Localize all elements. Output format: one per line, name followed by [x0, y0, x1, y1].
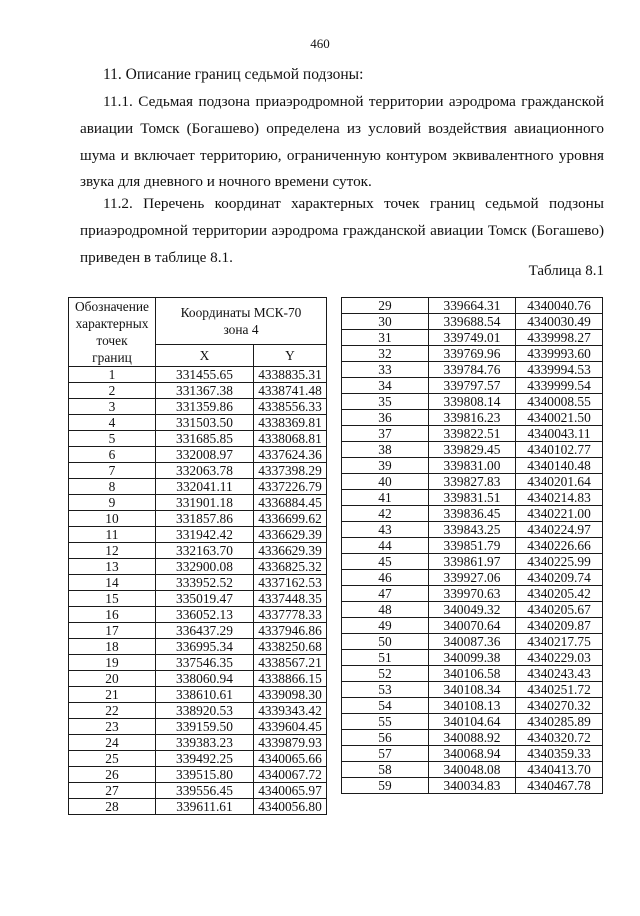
x-coordinate-cell: 331857.86 — [156, 511, 254, 527]
table-row — [69, 575, 327, 591]
y-coordinate-cell: 4339604.45 — [254, 719, 327, 735]
y-coordinate-cell: 4339343.42 — [254, 703, 327, 719]
y-coordinate-cell: 4336629.39 — [254, 543, 327, 559]
table-row — [342, 778, 603, 794]
point-number-cell: 52 — [342, 666, 429, 682]
y-coordinate-cell: 4340217.75 — [516, 634, 603, 650]
x-coordinate-cell: 332063.78 — [156, 463, 254, 479]
point-number-cell: 47 — [342, 586, 429, 602]
y-coordinate-cell: 4336884.45 — [254, 495, 327, 511]
table-row — [69, 591, 327, 607]
y-coordinate-cell: 4340043.11 — [516, 426, 603, 442]
x-coordinate-cell: 336437.29 — [156, 623, 254, 639]
point-number-cell: 19 — [69, 655, 156, 671]
table-row — [69, 671, 327, 687]
table-row — [69, 383, 327, 399]
y-coordinate-cell: 4339999.54 — [516, 378, 603, 394]
table-row — [342, 330, 603, 346]
point-number-cell: 54 — [342, 698, 429, 714]
y-coordinate-cell: 4338866.15 — [254, 671, 327, 687]
table-row — [342, 378, 603, 394]
x-coordinate-cell: 339829.45 — [429, 442, 516, 458]
x-coordinate-cell: 339383.23 — [156, 735, 254, 751]
point-number-cell: 13 — [69, 559, 156, 575]
y-coordinate-cell: 4340214.83 — [516, 490, 603, 506]
table-row — [342, 362, 603, 378]
y-coordinate-cell: 4338250.68 — [254, 639, 327, 655]
y-coordinate-cell: 4340030.49 — [516, 314, 603, 330]
table-row — [342, 666, 603, 682]
point-number-cell: 4 — [69, 415, 156, 431]
table-row — [69, 719, 327, 735]
table-row — [69, 527, 327, 543]
point-number-cell: 48 — [342, 602, 429, 618]
y-coordinate-cell: 4340209.74 — [516, 570, 603, 586]
y-coordinate-cell: 4340021.50 — [516, 410, 603, 426]
x-coordinate-cell: 340104.64 — [429, 714, 516, 730]
x-coordinate-cell: 331455.65 — [156, 367, 254, 383]
x-coordinate-cell: 337546.35 — [156, 655, 254, 671]
point-number-cell: 51 — [342, 650, 429, 666]
table-row — [342, 650, 603, 666]
point-number-cell: 9 — [69, 495, 156, 511]
point-number-cell: 58 — [342, 762, 429, 778]
point-number-cell: 42 — [342, 506, 429, 522]
y-coordinate-cell: 4340270.32 — [516, 698, 603, 714]
point-number-cell: 1 — [69, 367, 156, 383]
y-coordinate-cell: 4340224.97 — [516, 522, 603, 538]
table-row — [342, 586, 603, 602]
y-coordinate-cell: 4340359.33 — [516, 746, 603, 762]
point-number-cell: 8 — [69, 479, 156, 495]
table-row — [69, 543, 327, 559]
y-coordinate-cell: 4338369.81 — [254, 415, 327, 431]
x-coordinate-cell: 340049.32 — [429, 602, 516, 618]
point-number-cell: 46 — [342, 570, 429, 586]
point-number-cell: 24 — [69, 735, 156, 751]
x-coordinate-cell: 339749.01 — [429, 330, 516, 346]
table-row — [69, 767, 327, 783]
table-row — [342, 522, 603, 538]
y-coordinate-cell: 4340065.97 — [254, 783, 327, 799]
y-coordinate-cell: 4337398.29 — [254, 463, 327, 479]
x-coordinate-cell: 338920.53 — [156, 703, 254, 719]
y-coordinate-cell: 4340221.00 — [516, 506, 603, 522]
y-coordinate-cell: 4338835.31 — [254, 367, 327, 383]
y-coordinate-cell: 4336699.62 — [254, 511, 327, 527]
page-number: 460 — [310, 36, 330, 51]
x-coordinate-cell: 340099.38 — [429, 650, 516, 666]
y-coordinate-cell: 4337946.86 — [254, 623, 327, 639]
table-row — [69, 495, 327, 511]
table-row — [342, 458, 603, 474]
x-coordinate-cell: 339831.00 — [429, 458, 516, 474]
x-coordinate-cell: 339769.96 — [429, 346, 516, 362]
table-row — [342, 698, 603, 714]
x-coordinate-cell: 331359.86 — [156, 399, 254, 415]
header-designation-line: Обозначение — [75, 299, 149, 314]
x-coordinate-cell: 331503.50 — [156, 415, 254, 431]
table-row — [342, 538, 603, 554]
point-number-cell: 53 — [342, 682, 429, 698]
table-row — [69, 511, 327, 527]
x-coordinate-cell: 332900.08 — [156, 559, 254, 575]
table-row — [342, 442, 603, 458]
x-coordinate-cell: 338610.61 — [156, 687, 254, 703]
x-coordinate-cell: 340070.64 — [429, 618, 516, 634]
table-row — [342, 298, 603, 314]
y-coordinate-cell: 4340225.99 — [516, 554, 603, 570]
point-number-cell: 29 — [342, 298, 429, 314]
y-coordinate-cell: 4337778.33 — [254, 607, 327, 623]
y-coordinate-cell: 4339998.27 — [516, 330, 603, 346]
x-coordinate-cell: 339831.51 — [429, 490, 516, 506]
y-coordinate-cell: 4339993.60 — [516, 346, 603, 362]
point-number-cell: 10 — [69, 511, 156, 527]
header-y: Y — [254, 345, 327, 367]
point-number-cell: 33 — [342, 362, 429, 378]
y-coordinate-cell: 4340229.03 — [516, 650, 603, 666]
x-coordinate-cell: 331685.85 — [156, 431, 254, 447]
y-coordinate-cell: 4340008.55 — [516, 394, 603, 410]
table-row — [342, 618, 603, 634]
y-coordinate-cell: 4339879.93 — [254, 735, 327, 751]
point-number-cell: 14 — [69, 575, 156, 591]
point-number-cell: 32 — [342, 346, 429, 362]
x-coordinate-cell: 340106.58 — [429, 666, 516, 682]
table-row — [342, 714, 603, 730]
x-coordinate-cell: 339784.76 — [429, 362, 516, 378]
point-number-cell: 41 — [342, 490, 429, 506]
y-coordinate-cell: 4337624.36 — [254, 447, 327, 463]
table-row — [69, 431, 327, 447]
y-coordinate-cell: 4340201.64 — [516, 474, 603, 490]
table-row — [69, 463, 327, 479]
x-coordinate-cell: 339843.25 — [429, 522, 516, 538]
header-coordinates-line: зона 4 — [223, 322, 259, 338]
table-row — [342, 410, 603, 426]
y-coordinate-cell: 4339098.30 — [254, 687, 327, 703]
x-coordinate-cell: 331367.38 — [156, 383, 254, 399]
x-coordinate-cell: 339515.80 — [156, 767, 254, 783]
x-coordinate-cell: 340034.83 — [429, 778, 516, 794]
y-coordinate-cell: 4340140.48 — [516, 458, 603, 474]
y-coordinate-cell: 4340065.66 — [254, 751, 327, 767]
y-coordinate-cell: 4337162.53 — [254, 575, 327, 591]
point-number-cell: 22 — [69, 703, 156, 719]
point-number-cell: 40 — [342, 474, 429, 490]
point-number-cell: 3 — [69, 399, 156, 415]
y-coordinate-cell: 4340205.42 — [516, 586, 603, 602]
x-coordinate-cell: 339927.06 — [429, 570, 516, 586]
x-coordinate-cell: 339688.54 — [429, 314, 516, 330]
y-coordinate-cell: 4337226.79 — [254, 479, 327, 495]
x-coordinate-cell: 336995.34 — [156, 639, 254, 655]
point-number-cell: 43 — [342, 522, 429, 538]
table-row — [69, 783, 327, 799]
x-coordinate-cell: 339159.50 — [156, 719, 254, 735]
table-row — [69, 623, 327, 639]
table-row — [69, 559, 327, 575]
point-number-cell: 12 — [69, 543, 156, 559]
table-row — [342, 682, 603, 698]
table-row — [342, 634, 603, 650]
x-coordinate-cell: 339836.45 — [429, 506, 516, 522]
point-number-cell: 6 — [69, 447, 156, 463]
table-row — [342, 346, 603, 362]
header-designation-line: границ — [92, 350, 132, 365]
point-number-cell: 45 — [342, 554, 429, 570]
x-coordinate-cell: 340048.08 — [429, 762, 516, 778]
table-row — [342, 314, 603, 330]
y-coordinate-cell: 4340226.66 — [516, 538, 603, 554]
point-number-cell: 44 — [342, 538, 429, 554]
x-coordinate-cell: 336052.13 — [156, 607, 254, 623]
point-number-cell: 37 — [342, 426, 429, 442]
x-coordinate-cell: 332163.70 — [156, 543, 254, 559]
x-coordinate-cell: 339822.51 — [429, 426, 516, 442]
point-number-cell: 15 — [69, 591, 156, 607]
table-row — [69, 607, 327, 623]
table-row — [342, 490, 603, 506]
point-number-cell: 35 — [342, 394, 429, 410]
table-row — [69, 479, 327, 495]
point-number-cell: 23 — [69, 719, 156, 735]
table-row — [69, 399, 327, 415]
point-number-cell: 30 — [342, 314, 429, 330]
x-coordinate-cell: 331901.18 — [156, 495, 254, 511]
x-coordinate-cell: 340108.13 — [429, 698, 516, 714]
header-designation-line: характерных — [75, 316, 149, 331]
point-number-cell: 5 — [69, 431, 156, 447]
section-heading: 11. Описание границ седьмой подзоны: — [103, 66, 364, 83]
point-number-cell: 59 — [342, 778, 429, 794]
x-coordinate-cell: 339797.57 — [429, 378, 516, 394]
y-coordinate-cell: 4340102.77 — [516, 442, 603, 458]
table-row — [69, 799, 327, 815]
table-row — [342, 554, 603, 570]
point-number-cell: 31 — [342, 330, 429, 346]
table-row — [69, 751, 327, 767]
header-designation — [69, 298, 156, 367]
y-coordinate-cell: 4340040.76 — [516, 298, 603, 314]
x-coordinate-cell: 339492.25 — [156, 751, 254, 767]
y-coordinate-cell: 4340067.72 — [254, 767, 327, 783]
x-coordinate-cell: 338060.94 — [156, 671, 254, 687]
table-row — [342, 426, 603, 442]
point-number-cell: 25 — [69, 751, 156, 767]
table-row — [342, 730, 603, 746]
y-coordinate-cell: 4336629.39 — [254, 527, 327, 543]
point-number-cell: 18 — [69, 639, 156, 655]
x-coordinate-cell: 340087.36 — [429, 634, 516, 650]
point-number-cell: 55 — [342, 714, 429, 730]
y-coordinate-cell: 4340056.80 — [254, 799, 327, 815]
point-number-cell: 7 — [69, 463, 156, 479]
x-coordinate-cell: 335019.47 — [156, 591, 254, 607]
point-number-cell: 2 — [69, 383, 156, 399]
header-designation-line: точек — [96, 333, 128, 348]
point-number-cell: 50 — [342, 634, 429, 650]
point-number-cell: 11 — [69, 527, 156, 543]
table-row — [69, 415, 327, 431]
table-row — [342, 602, 603, 618]
point-number-cell: 20 — [69, 671, 156, 687]
y-coordinate-cell: 4340251.72 — [516, 682, 603, 698]
table-row — [69, 735, 327, 751]
x-coordinate-cell: 339556.45 — [156, 783, 254, 799]
x-coordinate-cell: 332041.11 — [156, 479, 254, 495]
y-coordinate-cell: 4338567.21 — [254, 655, 327, 671]
x-coordinate-cell: 340108.34 — [429, 682, 516, 698]
point-number-cell: 34 — [342, 378, 429, 394]
table-row — [69, 639, 327, 655]
table-row — [342, 506, 603, 522]
table-row — [69, 687, 327, 703]
x-coordinate-cell: 340068.94 — [429, 746, 516, 762]
coordinates-table-left — [68, 297, 327, 815]
header-coordinates — [156, 298, 327, 345]
point-number-cell: 21 — [69, 687, 156, 703]
y-coordinate-cell: 4338556.33 — [254, 399, 327, 415]
header-coordinates-line: Координаты МСК-70 — [180, 305, 302, 321]
point-number-cell: 16 — [69, 607, 156, 623]
point-number-cell: 28 — [69, 799, 156, 815]
point-number-cell: 49 — [342, 618, 429, 634]
y-coordinate-cell: 4340320.72 — [516, 730, 603, 746]
coordinates-table-right — [341, 297, 603, 794]
point-number-cell: 39 — [342, 458, 429, 474]
x-coordinate-cell: 339664.31 — [429, 298, 516, 314]
table-row — [342, 746, 603, 762]
x-coordinate-cell: 339816.23 — [429, 410, 516, 426]
x-coordinate-cell: 331942.42 — [156, 527, 254, 543]
paragraph-11-2: 11.2. Перечень координат характерных точек границ седьмой подзоны приаэродромной территории аэродрома гражданской авиации Томск (Богашево) приведен в таблице 8.1. — [80, 195, 604, 266]
paragraph-11-1: 11.1. Седьмая подзона приаэродромной территории аэродрома гражданской авиации Томск (Богашево) определена из условий воздействия авиационного шума и включает территорию, ограниченную контуром эквивалентного уровня звука для дневного и ночного времени суток. — [80, 93, 604, 191]
y-coordinate-cell: 4340413.70 — [516, 762, 603, 778]
x-coordinate-cell: 339611.61 — [156, 799, 254, 815]
point-number-cell: 26 — [69, 767, 156, 783]
point-number-cell: 27 — [69, 783, 156, 799]
y-coordinate-cell: 4340285.89 — [516, 714, 603, 730]
table-row — [342, 570, 603, 586]
table-row — [342, 474, 603, 490]
x-coordinate-cell: 340088.92 — [429, 730, 516, 746]
x-coordinate-cell: 333952.52 — [156, 575, 254, 591]
x-coordinate-cell: 339808.14 — [429, 394, 516, 410]
table-row — [342, 762, 603, 778]
table-row — [342, 394, 603, 410]
x-coordinate-cell: 339851.79 — [429, 538, 516, 554]
x-coordinate-cell: 339827.83 — [429, 474, 516, 490]
y-coordinate-cell: 4337448.35 — [254, 591, 327, 607]
x-coordinate-cell: 339970.63 — [429, 586, 516, 602]
y-coordinate-cell: 4340209.87 — [516, 618, 603, 634]
point-number-cell: 38 — [342, 442, 429, 458]
table-row — [69, 447, 327, 463]
y-coordinate-cell: 4336825.32 — [254, 559, 327, 575]
x-coordinate-cell: 339861.97 — [429, 554, 516, 570]
table-row — [69, 655, 327, 671]
y-coordinate-cell: 4338068.81 — [254, 431, 327, 447]
y-coordinate-cell: 4338741.48 — [254, 383, 327, 399]
y-coordinate-cell: 4340205.67 — [516, 602, 603, 618]
point-number-cell: 36 — [342, 410, 429, 426]
table-row — [69, 367, 327, 383]
point-number-cell: 17 — [69, 623, 156, 639]
y-coordinate-cell: 4340243.43 — [516, 666, 603, 682]
x-coordinate-cell: 332008.97 — [156, 447, 254, 463]
table-row — [69, 703, 327, 719]
y-coordinate-cell: 4339994.53 — [516, 362, 603, 378]
point-number-cell: 57 — [342, 746, 429, 762]
y-coordinate-cell: 4340467.78 — [516, 778, 603, 794]
table-caption: Таблица 8.1 — [528, 263, 604, 279]
header-x: X — [156, 345, 254, 367]
point-number-cell: 56 — [342, 730, 429, 746]
